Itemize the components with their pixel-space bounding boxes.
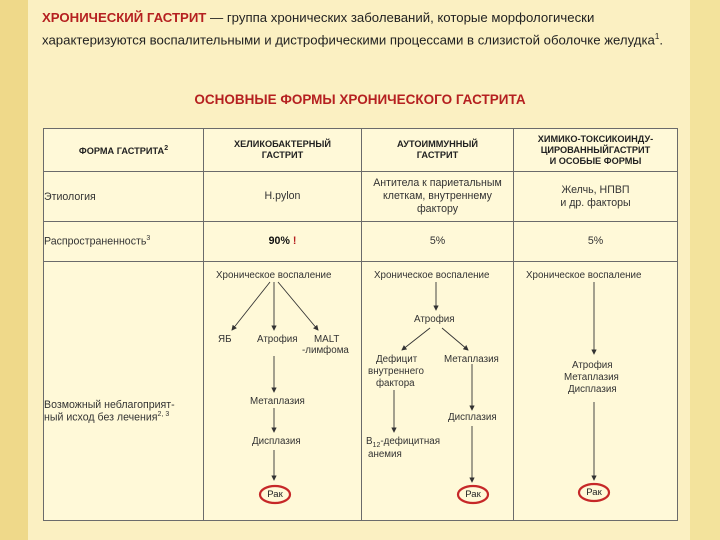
etiology-label: Этиология: [44, 172, 204, 222]
intro-end: .: [659, 31, 663, 47]
intro-paragraph: [42, 9, 682, 49]
prevalence-auto: 5%: [362, 222, 514, 262]
auto-arrows: [362, 262, 514, 520]
chem-cancer: Рак: [577, 482, 611, 503]
outcome-auto: [362, 262, 514, 521]
header-row: [44, 129, 678, 172]
prevalence-label: Распространенность$^3$: [44, 222, 204, 262]
helico-metaplasia: Метаплазия: [250, 396, 305, 407]
page-subtitle: ОСНОВНЫЕ ФОРМЫ ХРОНИЧЕСКОГО ГАСТРИТА: [194, 92, 526, 107]
helico-top: Хроническое воспаление: [216, 270, 332, 281]
header-form: ФОРМА ГАСТРИТА$^2$: [44, 129, 204, 172]
prevalence-helico: 90% !: [204, 222, 362, 262]
prevalence-chem: 5%: [514, 222, 678, 262]
intro-term: ХРОНИЧЕСКИЙ ГАСТРИТ: [42, 10, 207, 25]
header-auto: АУТОИММУННЫЙ ГАСТРИТ: [362, 129, 514, 172]
auto-deficit-2: внутреннего: [368, 366, 424, 377]
auto-anemia-1: $B_{12}$-дефицитная: [366, 436, 441, 449]
auto-atrophy: Атрофия: [414, 314, 455, 325]
auto-dysplasia: Дисплазия: [448, 412, 497, 423]
outcome-chem: [514, 262, 678, 521]
gastritis-table: [43, 128, 678, 521]
auto-top: Хроническое воспаление: [374, 270, 490, 281]
background-band: [0, 0, 28, 540]
auto-cancer: Рак: [456, 484, 490, 505]
chem-metaplasia: Метаплазия: [564, 372, 619, 383]
helico-atrophy: Атрофия: [257, 334, 298, 345]
outcome-helico: [204, 262, 362, 521]
intro-footnote: 1: [654, 31, 660, 41]
chem-dysplasia: Дисплазия: [568, 384, 617, 395]
outcome-row: [44, 262, 678, 521]
helico-yab: ЯБ: [218, 334, 232, 345]
etiology-row: [44, 172, 678, 222]
prevalence-row: [44, 222, 678, 262]
chem-top: Хроническое воспаление: [526, 270, 642, 281]
outcome-label: Возможный неблагоприят- ный исход без лечения$^{2, 3}$: [44, 262, 204, 521]
intro-text: — группа хронических заболеваний, которые морфологически характеризуются воспалительными и дистрофическими процессами в слизистой оболочке желудка: [42, 10, 655, 47]
etiology-chem: Желчь, НПВП и др. факторы: [514, 172, 678, 222]
helico-cancer: Рак: [258, 484, 292, 505]
etiology-helico: H.pylon: [204, 172, 362, 222]
auto-deficit-1: Дефицит: [376, 354, 418, 365]
helico-malt: MALT: [314, 334, 340, 345]
etiology-auto: Антитела к париетальным клеткам, внутреннему фактору: [362, 172, 514, 222]
helico-lymphoma: -лимфома: [302, 345, 349, 356]
header-chem: ХИМИКО-ТОКСИКОИНДУ- ЦИРОВАННЫЙГАСТРИТ И ОСОБЫЕ ФОРМЫ: [514, 129, 678, 172]
auto-metaplasia: Метаплазия: [444, 354, 499, 365]
header-helico: ХЕЛИКОБАКТЕРНЫЙ ГАСТРИТ: [204, 129, 362, 172]
chem-atrophy: Атрофия: [572, 360, 613, 371]
helico-arrows: [204, 262, 362, 520]
auto-deficit-3: фактора: [376, 378, 415, 389]
helico-dysplasia: Дисплазия: [252, 436, 301, 447]
auto-anemia-2: анемия: [368, 449, 402, 460]
